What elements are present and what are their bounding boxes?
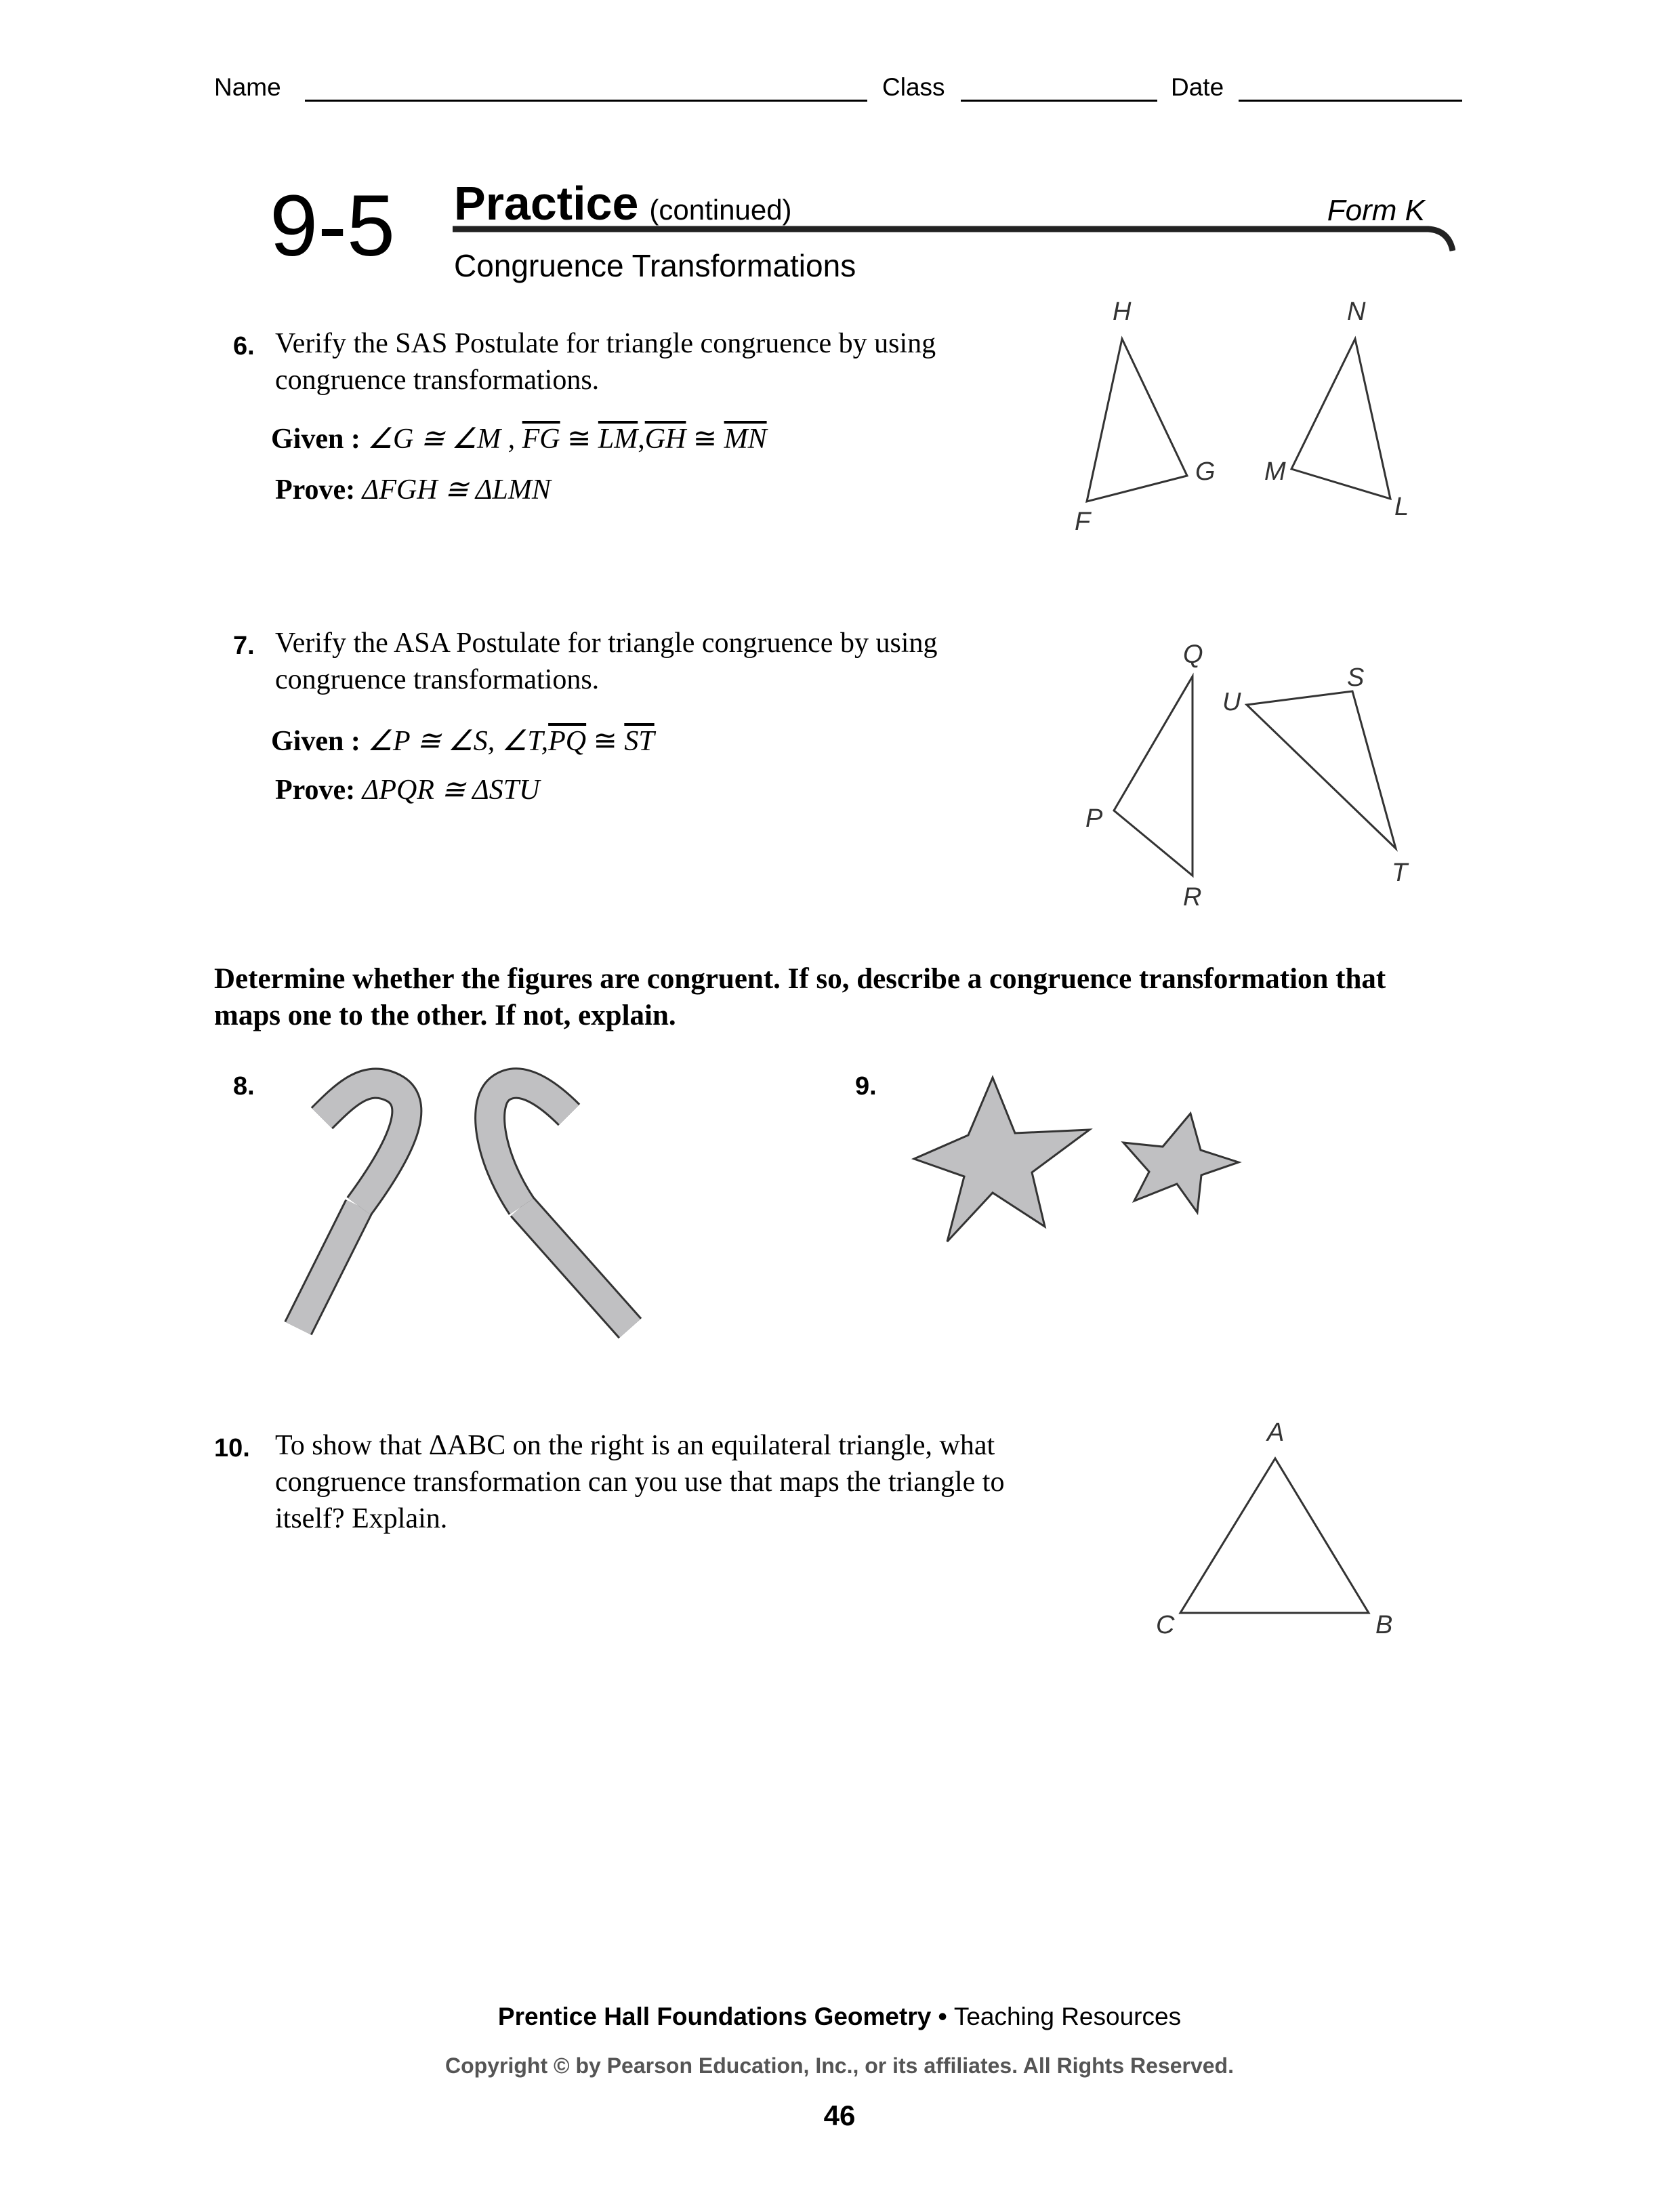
q6-seg-gh: $\overline{GH}$ (644, 424, 686, 455)
triangle-lmn (1291, 339, 1390, 499)
q9-number: 9. (855, 1072, 877, 1101)
label-m: M (1264, 457, 1286, 486)
footer-bullet: • (931, 2003, 954, 2030)
q6-cong-2: ≅ (686, 424, 724, 455)
label-c: C (1156, 1611, 1175, 1639)
q6-cong-1: ≅ (560, 424, 598, 455)
triangle-abc (1180, 1458, 1369, 1613)
label-b: B (1375, 1611, 1393, 1639)
form-label: Form K (1327, 194, 1425, 227)
q7-text: Verify the ASA Postulate for triangle congruence by using congruence transformations. (275, 628, 938, 695)
q6-prove-text: ΔFGH ≅ ΔLMN (362, 474, 551, 506)
q8-number: 8. (233, 1072, 255, 1101)
label-a: A (1267, 1418, 1285, 1447)
q6-prove (275, 472, 551, 506)
label-r: R (1183, 883, 1202, 912)
q6-seg-fg: $\overline{FG}$ (522, 424, 560, 455)
q6-prove-label: Prove: (275, 474, 356, 506)
q7-prove (275, 773, 540, 806)
q6-text: Verify the SAS Postulate for triangle congruence by using congruence transformations. (275, 328, 936, 396)
footer-resource: Teaching Resources (953, 2003, 1182, 2030)
q9-figure (908, 1064, 1247, 1267)
lesson-subtitle: Congruence Transformations (454, 248, 856, 283)
label-n: N (1347, 298, 1366, 326)
footer-credit (0, 2003, 1679, 2031)
date-blank[interactable] (1239, 100, 1462, 102)
copyright: Copyright © by Pearson Education, Inc., or its affiliates. All Rights Reserved. (445, 2053, 1234, 2078)
q10-figure (1138, 1410, 1409, 1640)
class-label: Class (882, 73, 945, 101)
q10-number: 10. (214, 1434, 250, 1462)
triangle-stu (1247, 691, 1396, 848)
practice-title (454, 177, 792, 230)
q7-seg-st: $\overline{ST}$ (624, 726, 655, 757)
q7-given (271, 724, 655, 758)
q7-given-angles: ∠P ≅ ∠S, ∠T, (367, 726, 549, 757)
q7-given-label: Given : (271, 726, 360, 757)
q6-seg-lm: $\overline{LM}$ (598, 424, 638, 455)
q7-cong: ≅ (586, 726, 625, 757)
label-f: F (1075, 508, 1091, 535)
q7-figure (1057, 630, 1436, 915)
label-u: U (1222, 688, 1241, 716)
page-number: 46 (823, 2100, 856, 2131)
q6-number: 6. (233, 332, 255, 361)
date-label: Date (1171, 73, 1224, 101)
label-q: Q (1183, 640, 1203, 669)
continued-label: (continued) (649, 194, 792, 226)
lesson-number: 9-5 (270, 178, 395, 274)
q8-figure (278, 1061, 671, 1359)
q7-seg-pq: $\overline{PQ}$ (548, 726, 587, 757)
instructions: Determine whether the figures are congruent. If so, describe a congruence transformation that maps one to the other. If not, explain. (214, 963, 1386, 1031)
star-small (1123, 1113, 1239, 1212)
q7-number: 7. (233, 632, 255, 660)
q6-comma: , (638, 424, 645, 455)
hook-shape-left (298, 1084, 407, 1328)
label-g: G (1195, 457, 1216, 486)
name-label: Name (214, 73, 281, 101)
q7-prove-label: Prove: (275, 775, 356, 806)
q6-figure (1057, 285, 1436, 535)
label-p: P (1085, 804, 1103, 833)
label-l: L (1394, 493, 1409, 521)
star-large (914, 1078, 1090, 1242)
q6-given-angles: ∠G ≅ ∠M , (367, 424, 516, 455)
triangle-fgh (1087, 339, 1187, 501)
practice-label: Practice (454, 177, 639, 230)
name-blank[interactable] (305, 100, 867, 102)
triangle-pqr (1114, 676, 1193, 876)
label-h: H (1113, 298, 1132, 326)
label-t: T (1392, 859, 1408, 887)
q10-text: To show that ΔABC on the right is an equilateral triangle, what congruence transformation can you use that maps the triangle to itself? Explain. (275, 1430, 1005, 1534)
q6-given (271, 422, 767, 455)
q6-seg-mn: $\overline{MN}$ (724, 424, 767, 455)
q7-prove-text: ΔPQR ≅ ΔSTU (362, 775, 540, 806)
label-s: S (1347, 663, 1365, 692)
q6-given-label: Given : (271, 424, 360, 455)
footer-book: Prentice Hall Foundations Geometry (497, 2003, 932, 2030)
hook-shape-right (490, 1084, 630, 1328)
class-blank[interactable] (961, 100, 1157, 102)
